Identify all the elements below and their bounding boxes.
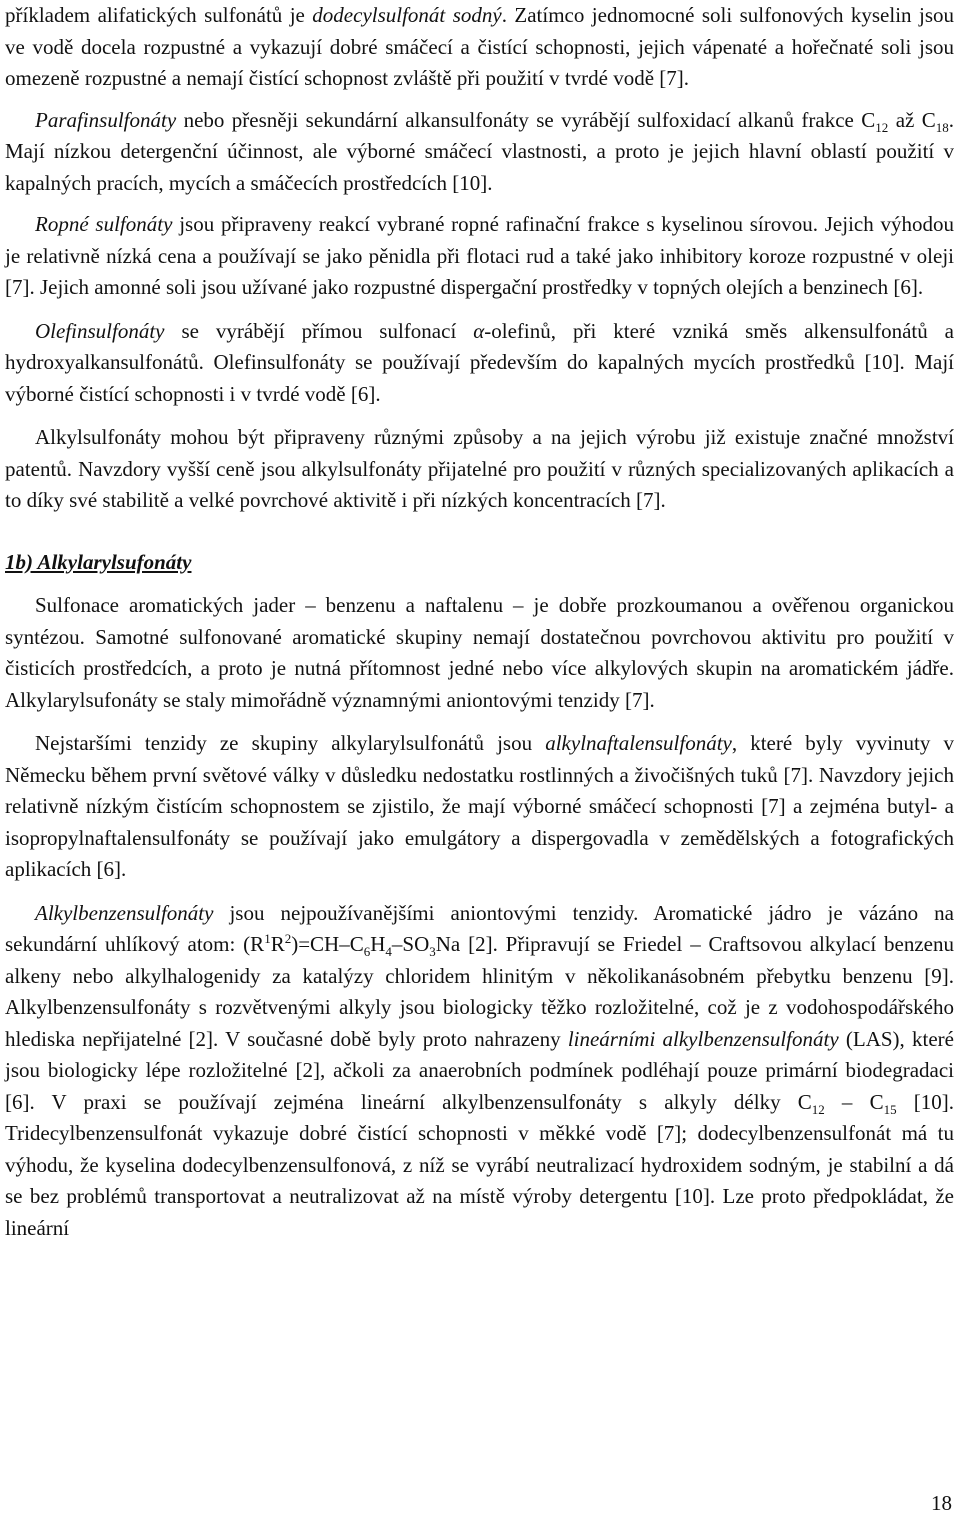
greek-alpha: α	[473, 318, 485, 343]
text-run: )=CH–C	[291, 932, 364, 956]
superscript: 1	[264, 931, 271, 946]
paragraph-alkylsulfonaty	[5, 422, 954, 517]
text-run: -olefinů, při které vzniká směs alkensulfonátů a hydroxyalkansulfonátů. Olefinsulfonáty se používají především do kapalných mycích prostředků [10]. Mají výborné čistící schopnosti i v tvrdé vodě [6].	[5, 318, 955, 406]
text-run: (LAS), které jsou biologicky lépe rozložitelné [2], ačkoli za anaerobních podmínek podléhají pouze primární biodegradaci [6]. V praxi se používají zejména lineární alkylbenzensulfonáty s alkyly délky C	[5, 1026, 954, 1114]
text-run: až C	[888, 107, 936, 132]
text-run: Alkylsulfonáty mohou být připraveny různými způsoby a na jejich výrobu již existuje značné množství patentů. Navzdory vyšší ceně jsou alkylsulfonáty přijatelné pro použití v různých specializovaných aplikacích a to díky své stabilitě a velké povrchové aktivitě i při nízkých koncentracích [7].	[5, 425, 954, 512]
paragraph-sulfonace	[5, 590, 954, 716]
paragraph-alkylnaftalensulfonaty	[5, 728, 954, 886]
text-run: , které byly vyvinuty v Německu během první světové války v důsledku nedostatku rostlinných a živočišných tuků [7]. Navzdory jejich relativně nízkým čistícím schopnostem se zjistilo, že mají výborné smáčecí schopnosti [7] a zejména butyl- a isopropylnaftalensulfonáty se používají jako emulgátory a dispergovadla v zemědělských a fotografických aplikacích [6].	[5, 731, 955, 881]
paragraph-alkylbenzensulfonaty	[5, 898, 954, 1245]
text-run: . Zatímco jednomocné soli sulfonových kyselin jsou ve vodě docela rozpustné a vykazují dobré smáčecí a čistící schopnosti, jejich vápenaté a hořečnaté soli jsou omezeně rozpustné a nemají čistící schopnost zvláště při použití v tvrdé vodě [7].	[5, 3, 954, 90]
paragraph-parafinsulfonaty	[5, 105, 954, 200]
italic-term: Alkylbenzensulfonáty	[35, 900, 214, 925]
paragraph-ropne-sulfonaty	[5, 209, 954, 304]
text-run: Nejstaršími tenzidy ze skupiny alkylarylsulfonátů jsou	[35, 731, 546, 755]
text-run: jsou nejpoužívanějšími aniontovými tenzidy. Aromatické jádro je vázáno na sekundární uhlíkový atom: (R	[5, 900, 954, 956]
text-run: – C	[824, 1089, 884, 1114]
italic-term: lineárními alkylbenzensulfonáty	[567, 1026, 839, 1051]
page-number: 18	[931, 1490, 952, 1515]
paragraph-olefinsulfonaty	[5, 316, 954, 411]
italic-term: Olefinsulfonáty	[35, 318, 165, 343]
text-run: Sulfonace aromatických jader – benzenu a naftalenu – je dobře prozkoumanou a ověřenou organickou syntézou. Samotné sulfonované aromatické skupiny nemají dostatečnou povrchovou aktivitu pro použití v čisticích prostředcích, a proto je nutná přítomnost jedné nebo více alkylových skupin na aromatickém jádře. Alkylarylsufonáty se staly mimořádně významnými aniontovými tenzidy [7].	[5, 593, 954, 712]
subscript: 15	[883, 1101, 897, 1117]
text-run: R	[270, 932, 285, 956]
paragraph-alifaticke-sulfonaty	[5, 0, 954, 95]
subscript: 6	[363, 944, 371, 960]
text-run: –SO	[391, 932, 430, 956]
text-run: jsou připraveny reakcí vybrané ropné rafinační frakce s kyselinou sírovou. Jejich výhodou je relativně nízká cena a používají se jako pěnidla při flotaci rud a také jako inhibitory koroze rozpustné v oleji [7]. Jejich amonné soli jsou užívané jako rozpustné dispergační prostředky v topných olejích a benzinech [6].	[5, 212, 954, 299]
subscript: 12	[875, 119, 889, 135]
superscript: 2	[284, 931, 292, 946]
subscript: 12	[811, 1101, 825, 1117]
text-run: Na [2]. Připravují se Friedel – Craftsovou alkylací benzenu alkeny nebo alkylhalogenidy za katalýzy chloridem hlinitým v několikanásobném přebytku benzenu [9]. Alkylbenzensulfonáty s rozvětvenými alkyly jsou biologicky těžko rozložitelné, což je z vodohospodářského hlediska nepřijatelné [2]. V současné době byly proto nahrazeny	[5, 932, 954, 1051]
text-run: [10]. Tridecylbenzensulfonát vykazuje dobré čistící schopnosti v měkké vodě [7]; dodecylbenzensulfonát má tu výhodu, že kyselina dodecylbenzensulfonová, z níž se vyrábí neutralizací hydroxidem sodným, je stabilní a dá se bez problémů transportovat a neutralizovat až na místě výroby detergentu [10]. Lze proto předpokládat, že lineární	[5, 1089, 954, 1240]
section-heading: 1b) Alkylarylsufonáty	[5, 549, 192, 574]
subscript: 3	[429, 944, 436, 960]
italic-term: Parafinsulfonáty	[35, 107, 177, 132]
text-run: H	[370, 932, 386, 956]
italic-term: Ropné sulfonáty	[35, 212, 173, 236]
subscript: 18	[935, 119, 949, 135]
text-run: . Mají nízkou detergenční účinnost, ale výborné smáčecí vlastnosti, a proto je jejich hlavní oblastí použití v kapalných pracích, mycích a smáčecích prostředcích [10].	[5, 107, 954, 195]
text-run: nebo přesněji sekundární alkansulfonáty se vyrábějí sulfoxidací alkanů frakce C	[176, 107, 876, 132]
subscript: 4	[385, 944, 392, 960]
text-run: se vyrábějí přímou sulfonací	[164, 318, 474, 343]
italic-term: dodecylsulfonát sodný	[312, 3, 502, 27]
italic-term: alkylnaftalensulfonáty	[545, 731, 732, 755]
text-run: příkladem alifatických sulfonátů je	[5, 3, 313, 27]
